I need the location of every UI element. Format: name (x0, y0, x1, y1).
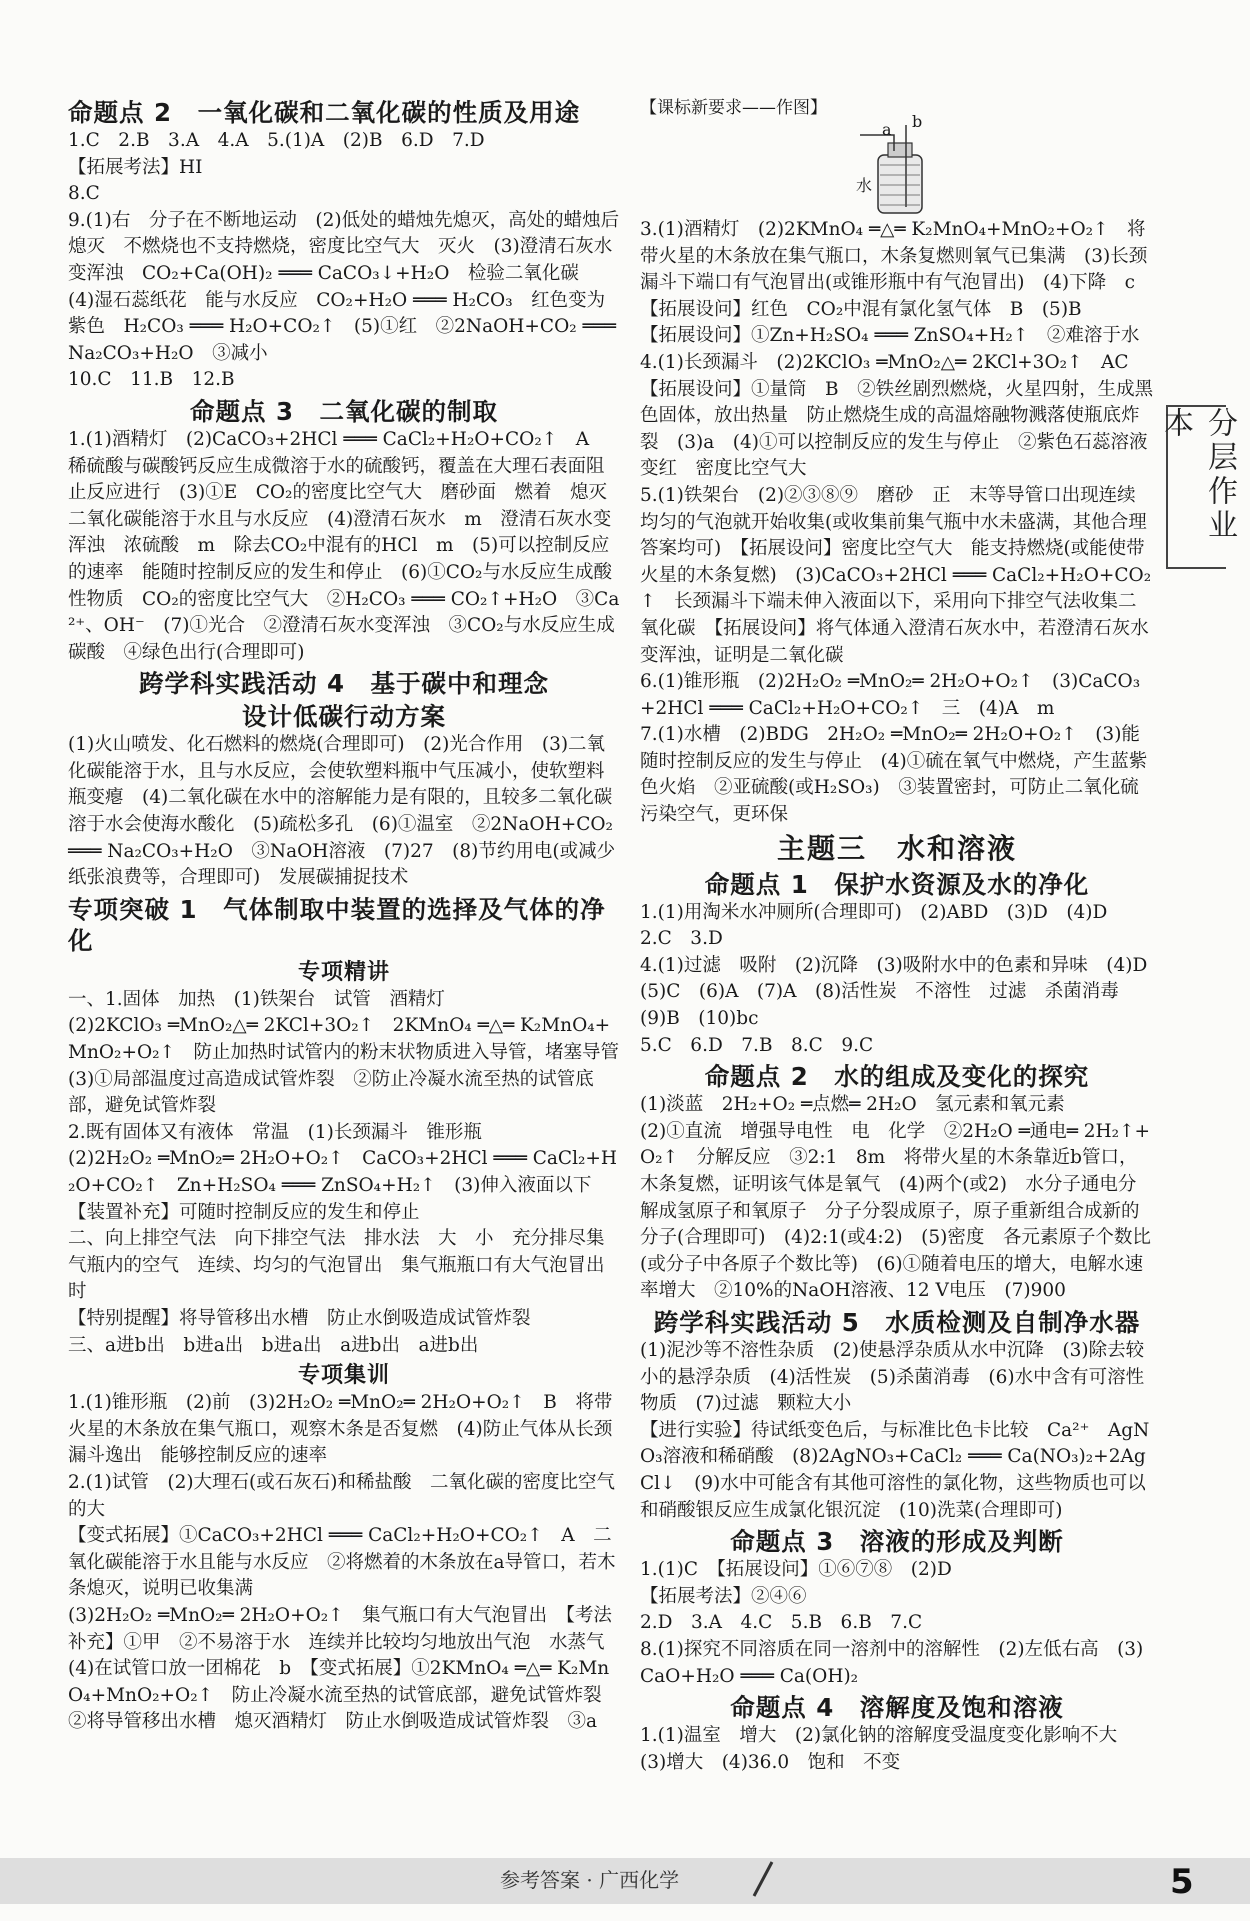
answer-line: 2.D 3.A 4.C 5.B 6.B 7.C (640, 1612, 923, 1634)
answer-line: 2.(1)试管 (2)大理石(或石灰石)和稀盐酸 二氧化碳的密度比空气的大 (68, 1471, 615, 1520)
section-heading: 命题点 3 二氧化碳的制取 (189, 396, 499, 426)
answer-line: 5.(1)铁架台 (2)②③⑧⑨ 磨砂 正 末等导管口出现连续均匀的气泡就开始收集(或收集前集气瓶中水未盛满，其他合理答案均可) 【拓展设问】密度比空气大 能支持燃烧(或能使带火星的木条复燃) (3)CaCO₃+2HCl ═══ CaCl₂+H₂O+CO₂↑ 长颈漏斗下端未伸入液面以下，采用向下排空气法收集二氧化碳 【拓展设问】将气体通入澄清石灰水中，若澄清石灰水变浑浊，证明是二氧化碳 (640, 484, 1152, 666)
answer-line: 8.(1)探究不同溶质在同一溶剂中的溶解性 (2)左低右高 (3)CaO+H₂O ═══ Ca(OH)₂ (640, 1638, 1144, 1687)
answer-line: (1)泥沙等不溶性杂质 (2)使悬浮杂质从水中沉降 (3)除去较小的悬浮杂质 (4)活性炭 (5)杀菌消毒 (6)水中含有可溶性物质 (7)过滤 颗粒大小 (640, 1339, 1145, 1415)
answer-line: 4.(1)长颈漏斗 (2)2KClO₃ ═MnO₂△═ 2KCl+3O₂↑ AC (640, 351, 1129, 373)
answer-line: 1.(1)酒精灯 (2)CaCO₃+2HCl ═══ CaCl₂+H₂O+CO₂↑ A 稀硫酸与碳酸钙反应生成微溶于水的硫酸钙，覆盖在大理石表面阻止反应进行 (3)①E CO₂的密度比空气大 磨砂面 燃着 熄灭 二氧化碳能溶于水且与水反应 (4)澄清石灰水 m 澄清石灰水变浑浊 浓硫酸 m 除去CO₂中混有的HCl m (5)可以控制反应的速率 能随时控制反应的发生和停止 (6)①CO₂与水反应生成酸性物质 CO₂的密度比空气大 ②H₂CO₃ ═══ CO₂↑+H₂O ③Ca²⁺、OH⁻ (7)①光合 ②澄清石灰水变浑浊 ③CO₂与水反应生成碳酸 ④绿色出行(合理即可) (68, 428, 626, 663)
answer-line: (4)在试管口放一团棉花 b 【变式拓展】①2KMnO₄ ═△═ K₂MnO₄+MnO₂+O₂↑ 防止冷凝水流至热的试管底部，避免试管炸裂 ②将导管移出水槽 熄灭酒精灯 防止水倒吸造成试管炸裂 ③a (68, 1658, 621, 1733)
answer-line: 10.C 11.B 12.B (68, 369, 235, 391)
section-heading: 命题点 3 溶液的形成及判断 (730, 1527, 1064, 1557)
answer-line: 3.(1)酒精灯 (2)2KMnO₄ ═△═ K₂MnO₄+MnO₂+O₂↑ 将带火星的木条放在集气瓶口，木条复燃则氧气已集满 (3)长颈漏斗下端口有气泡冒出(或锥形瓶中有气泡冒出) (4)下降 c (640, 219, 1148, 294)
section-heading: 命题点 1 保护水资源及水的净化 (704, 869, 1090, 899)
answer-line: (2)①直流 增强导电性 电 化学 ②2H₂O ═通电═ 2H₂↑+O₂↑ 分解反应 ③2:1 8m 将带火星的木条靠近b管口，木条复燃，证明该气体是氧气 (4)两个(或2) 水分子通电分解成氢原子和氧原子 分子分裂成原子，原子重新组合成新的分子(合理即可) (4)2:1(或4:2) (5)密度 各元素原子个数比(或分子中各原子个数比等) (6)①随着电压的增大，电解水速率增大 ②10%的NaOH溶液、12 V电压 (7)900 (640, 1120, 1151, 1302)
answer-line: 二、向上排空气法 向下排空气法 排水法 大 小 充分排尽集气瓶内的空气 连续、均匀的气泡冒出 集气瓶瓶口有大气泡冒出时 (68, 1228, 605, 1303)
answer-line: 【拓展设问】红色 CO₂中混有氯化氢气体 B (5)B (640, 298, 1082, 320)
answer-line: 1.(1)温室 增大 (2)氯化钠的溶解度受温度变化影响不大 (3)增大 (4)36.0 饱和 不变 (640, 1725, 1136, 1773)
section-heading: 专项突破 1 气体制取中装置的选择及气体的净化 (68, 894, 606, 955)
answer-line: (1)淡蓝 2H₂+O₂ ═点燃═ 2H₂O 氢元素和氧元素 (640, 1094, 1065, 1116)
page-number: 5 (1170, 1862, 1194, 1902)
answer-line: 5.C 6.D 7.B 8.C 9.C (640, 1034, 874, 1056)
answer-line: 三、a进b出 b进a出 b进a出 a进b出 a进b出 (68, 1334, 479, 1356)
section-heading: 专项精讲 (297, 959, 390, 985)
answer-line: 2.既有固体又有液体 常温 (1)长颈漏斗 锥形瓶 (68, 1121, 482, 1143)
answer-line: 4.(1)过滤 吸附 (2)沉降 (3)吸附水中的色素和异味 (4)D (5)C (6)A (7)A (8)活性炭 不溶性 过滤 杀菌消毒 (9)B (10)bc (640, 954, 1166, 1030)
answer-line: 【装置补充】可随时控制反应的发生和停止 (68, 1201, 420, 1223)
label-water: 水 (856, 176, 873, 195)
section-heading: 命题点 2 水的组成及变化的探究 (704, 1062, 1090, 1092)
section-heading: 专项集训 (297, 1363, 390, 1389)
answer-line: 【拓展考法】HI (68, 156, 203, 178)
section-heading: 命题点 2 一氧化碳和二氧化碳的性质及用途 (68, 98, 581, 127)
section-heading: 跨学科实践活动 4 基于碳中和理念 (138, 669, 550, 699)
answer-line: 7.(1)水槽 (2)BDG 2H₂O₂ ═MnO₂═ 2H₂O+O₂↑ (3)能随时控制反应的发生与停止 (4)①硫在氧气中燃烧，产生蓝紫色火焰 ②亚硫酸(或H₂SO₃) ③装置密封，可防止二氧化硫污染空气，更环保 (640, 724, 1148, 826)
answer-line: 一、1.固体 加热 (1)铁架台 试管 酒精灯 (68, 988, 445, 1010)
answer-line: 【特别提醒】将导管移出水槽 防止水倒吸造成试管炸裂 (68, 1307, 531, 1329)
answer-line: (3)2H₂O₂ ═MnO₂═ 2H₂O+O₂↑ 集气瓶口有大气泡冒出 【考法补充】①甲 ②不易溶于水 连续并比较均匀地放出气泡 水蒸气 (68, 1604, 612, 1653)
answer-line: 1.(1)用淘米水冲厕所(合理即可) (2)ABD (3)D (4)D (640, 901, 1108, 923)
answer-line: (1)火山喷发、化石燃料的燃烧(合理即可) (2)光合作用 (3)二氧化碳能溶于水，且与水反应，会使软塑料瓶中气压减小，使软塑料瓶变瘪 (4)二氧化碳在水中的溶解能力是有限的，且较多二氧化碳溶于水会使海水酸化 (5)疏松多孔 (6)①温室 ②2NaOH+CO₂ ═══ Na₂CO₃+H₂O ③NaOH溶液 (7)27 (8)节约用电(或减少纸张浪费等，合理即可) 发展碳捕捉技术 (68, 734, 619, 889)
section-heading: 设计低碳行动方案 (242, 702, 446, 732)
section-heading: 跨学科实践活动 5 水质检测及自制净水器 (653, 1307, 1141, 1337)
answer-line: 1.C 2.B 3.A 4.A 5.(1)A (2)B 6.D 7.D (68, 130, 485, 151)
answer-line: 【拓展设问】①量筒 B ②铁丝剧烈燃烧，火星四射，生成黑色固体，放出热量 防止燃烧生成的高温熔融物溅落使瓶底炸裂 (3)a (4)①可以控制反应的发生与停止 ②紫色石蕊溶液变红 密度比空气大 (640, 378, 1154, 480)
slash-mark (748, 1860, 778, 1898)
side-tab: 分层作业本 (1166, 405, 1226, 569)
gas-bottle-diagram (850, 112, 1154, 217)
section-heading: 主题三 水和溶液 (776, 831, 1017, 865)
answer-line: (2)2KClO₃ ═MnO₂△═ 2KCl+3O₂↑ 2KMnO₄ ═△═ K₂MnO₄+MnO₂+O₂↑ 防止加热时试管内的粉末状物质进入导管，堵塞导管 (68, 1015, 620, 1064)
label-a: a (882, 120, 892, 139)
answer-line: 1.(1)C 【拓展设问】①⑥⑦⑧ (2)D (640, 1559, 952, 1581)
answer-line: 【课标新要求——作图】 (640, 98, 827, 118)
answer-line: 【拓展考法】②④⑥ (640, 1585, 807, 1607)
gas-bottle-icon (850, 121, 960, 217)
answer-line: 6.(1)锥形瓶 (2)2H₂O₂ ═MnO₂═ 2H₂O+O₂↑ (3)CaCO₃+2HCl ═══ CaCl₂+H₂O+CO₂↑ 三 (4)A m (640, 671, 1141, 719)
answer-line: 8.C (68, 183, 100, 205)
footer-text: 参考答案 · 广西化学 (500, 1868, 680, 1892)
answer-line: 1.(1)锥形瓶 (2)前 (3)2H₂O₂ ═MnO₂═ 2H₂O+O₂↑ B 将带火星的木条放在集气瓶口，观察木条是否复燃 (4)防止气体从长颈漏斗逸出 能够控制反应的速率 (68, 1392, 613, 1467)
answer-line: (3)①局部温度过高造成试管炸裂 ②防止冷凝水流至热的试管底部，避免试管炸裂 (68, 1068, 594, 1117)
answer-line: 2.C 3.D (640, 928, 723, 950)
section-heading: 命题点 4 溶解度及饱和溶液 (730, 1693, 1064, 1723)
answer-line: 【变式拓展】①CaCO₃+2HCl ═══ CaCl₂+H₂O+CO₂↑ A 二氧化碳能溶于水且能与水反应 ②将燃着的木条放在a导管口，若木条熄灭，说明已收集满 (68, 1525, 616, 1600)
answer-line: (2)2H₂O₂ ═MnO₂═ 2H₂O+O₂↑ CaCO₃+2HCl ═══ CaCl₂+H₂O+CO₂↑ Zn+H₂SO₄ ═══ ZnSO₄+H₂↑ (3)伸入液面以下 (68, 1148, 618, 1196)
label-b: b (912, 112, 923, 131)
right-column (640, 95, 1166, 1776)
answer-line: 【拓展设问】①Zn+H₂SO₄ ═══ ZnSO₄+H₂↑ ②难溶于水 (640, 325, 1140, 347)
answer-line: 【进行实验】待试纸变色后，与标准比色卡比较 Ca²⁺ AgNO₃溶液和稀硝酸 (8)2AgNO₃+CaCl₂ ═══ Ca(NO₃)₂+2AgCl↓ (9)水中可能含有其他可溶性的氯化物，这些物质也可以和硝酸银反应生成氯化银沉淀 (10)洗菜(合理即可) (640, 1419, 1150, 1521)
answer-line: 9.(1)右 分子在不断地运动 (2)低处的蜡烛先熄灭，高处的蜡烛后熄灭 不燃烧也不支持燃烧，密度比空气大 灭火 (3)澄清石灰水变浑浊 CO₂+Ca(OH)₂ ═══ CaCO₃↓+H₂O 检验二氧化碳 (4)湿石蕊纸花 能与水反应 CO₂+H₂O ═══ H₂CO₃ 红色变为紫色 H₂CO₃ ═══ H₂O+CO₂↑ (5)①红 ②2NaOH+CO₂ ═══ Na₂CO₃+H₂O ③减小 (68, 209, 622, 364)
left-column (68, 95, 626, 1736)
